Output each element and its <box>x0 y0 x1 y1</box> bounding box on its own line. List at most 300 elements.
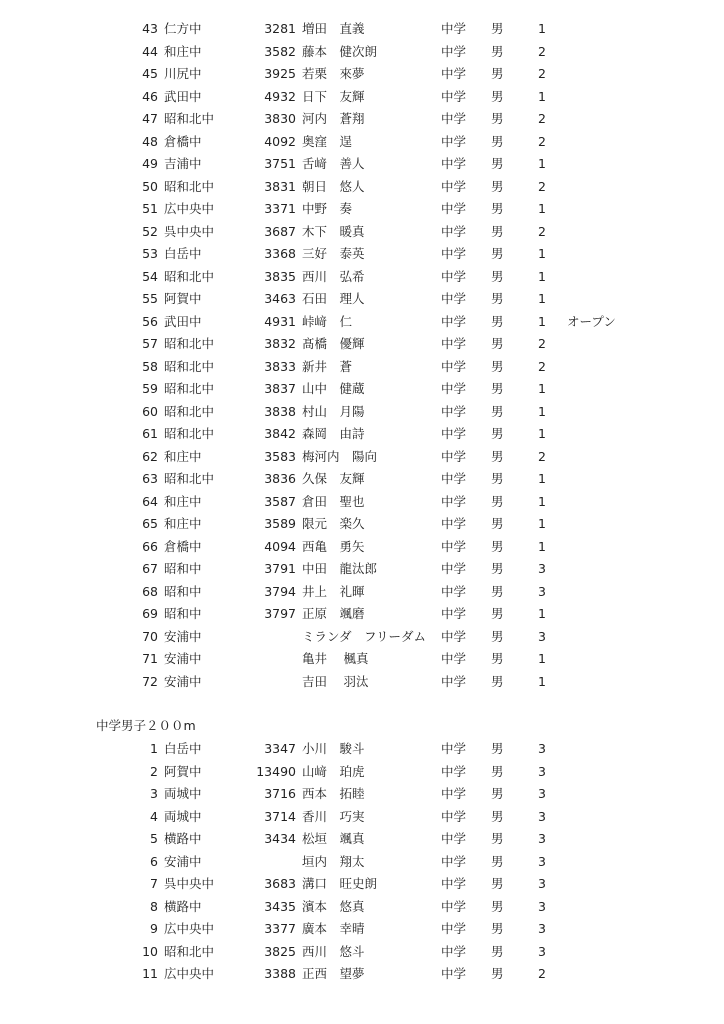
school-cell: 昭和北中 <box>164 943 215 959</box>
table-row <box>0 468 724 490</box>
table-row <box>0 671 724 693</box>
sex-cell: 男 <box>491 561 504 576</box>
sex-cell: 男 <box>491 66 504 81</box>
school-cell: 昭和北中 <box>164 358 215 374</box>
category-cell: 中学 <box>441 516 467 531</box>
grade-cell: 1 <box>538 246 546 261</box>
athlete-name-cell: 廣本 幸晴 <box>302 921 365 936</box>
athlete-name-cell: 日下 友輝 <box>302 88 365 104</box>
grade-cell: 3 <box>538 943 546 959</box>
school-cell: 昭和北中 <box>164 336 215 351</box>
school-cell: 川尻中 <box>164 66 202 81</box>
sex-cell: 男 <box>491 246 504 261</box>
school-cell: 安浦中 <box>164 853 202 869</box>
category-cell: 中学 <box>441 808 467 824</box>
number-cell: 3388 <box>264 966 296 981</box>
table-row <box>0 783 724 805</box>
sex-cell: 男 <box>491 223 504 239</box>
rank-cell: 11 <box>142 966 158 981</box>
rank-cell: 43 <box>142 21 158 36</box>
school-cell: 安浦中 <box>164 651 202 666</box>
school-cell: 横路中 <box>164 831 202 846</box>
grade-cell: 1 <box>538 538 546 554</box>
category-cell: 中学 <box>441 538 467 554</box>
category-cell: 中学 <box>441 21 467 36</box>
table-row <box>0 221 724 243</box>
sex-cell: 男 <box>491 313 504 329</box>
grade-cell: 1 <box>538 516 546 531</box>
school-cell: 昭和北中 <box>164 178 215 194</box>
rank-cell: 68 <box>142 583 158 599</box>
number-cell: 3435 <box>264 898 296 914</box>
category-cell: 中学 <box>441 358 467 374</box>
sex-cell: 男 <box>491 516 504 531</box>
school-cell: 昭和北中 <box>164 471 215 486</box>
athlete-name-cell: 木下 暖真 <box>302 223 365 239</box>
school-cell: 和庄中 <box>164 516 202 531</box>
rank-cell: 62 <box>142 448 158 464</box>
category-cell: 中学 <box>441 268 467 284</box>
table-row <box>0 176 724 198</box>
table-row <box>0 941 724 963</box>
school-cell: 阿賀中 <box>164 763 202 779</box>
sex-cell: 男 <box>491 763 504 779</box>
table-row <box>0 896 724 918</box>
sex-cell: 男 <box>491 606 504 621</box>
school-cell: 和庄中 <box>164 493 202 509</box>
category-cell: 中学 <box>441 133 467 149</box>
school-cell: 横路中 <box>164 898 202 914</box>
category-cell: 中学 <box>441 831 467 846</box>
rank-cell: 5 <box>150 831 158 846</box>
athlete-name-cell: 河内 蒼翔 <box>302 111 365 126</box>
athlete-name-cell: 小川 駿斗 <box>302 741 365 756</box>
sex-cell: 男 <box>491 583 504 599</box>
school-cell: 白岳中 <box>164 246 202 261</box>
sex-cell: 男 <box>491 448 504 464</box>
category-cell: 中学 <box>441 313 467 329</box>
grade-cell: 3 <box>538 921 546 936</box>
number-cell: 3463 <box>264 291 296 306</box>
category-cell: 中学 <box>441 741 467 756</box>
number-cell: 3825 <box>264 943 296 959</box>
rank-cell: 6 <box>150 853 158 869</box>
category-cell: 中学 <box>441 403 467 419</box>
table-row <box>0 401 724 423</box>
athlete-name-cell: 倉田 聖也 <box>302 493 365 509</box>
category-cell: 中学 <box>441 943 467 959</box>
school-cell: 白岳中 <box>164 741 202 756</box>
number-cell: 3368 <box>264 246 296 261</box>
table-row <box>0 153 724 175</box>
number-cell: 13490 <box>256 763 296 779</box>
table-row <box>0 333 724 355</box>
table-row <box>0 63 724 85</box>
category-cell: 中学 <box>441 201 467 216</box>
athlete-name-cell: 増田 直義 <box>302 21 365 36</box>
school-cell: 阿賀中 <box>164 291 202 306</box>
sex-cell: 男 <box>491 201 504 216</box>
rank-cell: 53 <box>142 246 158 261</box>
grade-cell: 1 <box>538 381 546 396</box>
grade-cell: 1 <box>538 268 546 284</box>
table-row <box>0 108 724 130</box>
sex-cell: 男 <box>491 381 504 396</box>
category-cell: 中学 <box>441 651 467 666</box>
table-row <box>0 198 724 220</box>
grade-cell: 3 <box>538 561 546 576</box>
rank-cell: 51 <box>142 201 158 216</box>
school-cell: 安浦中 <box>164 673 202 689</box>
sex-cell: 男 <box>491 651 504 666</box>
table-row <box>0 828 724 850</box>
rank-cell: 65 <box>142 516 158 531</box>
grade-cell: 1 <box>538 471 546 486</box>
category-cell: 中学 <box>441 223 467 239</box>
grade-cell: 2 <box>538 66 546 81</box>
number-cell: 3714 <box>264 808 296 824</box>
rank-cell: 55 <box>142 291 158 306</box>
category-cell: 中学 <box>441 291 467 306</box>
school-cell: 武田中 <box>164 313 202 329</box>
grade-cell: 2 <box>538 111 546 126</box>
rank-cell: 59 <box>142 381 158 396</box>
athlete-name-cell: 西川 弘希 <box>302 268 365 284</box>
table-row <box>0 873 724 895</box>
athlete-name-cell: 正原 颯磨 <box>302 606 365 621</box>
category-cell: 中学 <box>441 876 467 891</box>
number-cell: 3837 <box>264 381 296 396</box>
grade-cell: 1 <box>538 291 546 306</box>
number-cell: 4092 <box>264 133 296 149</box>
sex-cell: 男 <box>491 943 504 959</box>
athlete-name-cell: 溝口 旺史朗 <box>302 876 378 891</box>
category-cell: 中学 <box>441 88 467 104</box>
table-row <box>0 581 724 603</box>
number-cell: 3371 <box>264 201 296 216</box>
category-cell: 中学 <box>441 471 467 486</box>
number-cell: 3583 <box>264 448 296 464</box>
number-cell: 3716 <box>264 786 296 801</box>
rank-cell: 58 <box>142 358 158 374</box>
number-cell: 3751 <box>264 156 296 171</box>
sex-cell: 男 <box>491 831 504 846</box>
sex-cell: 男 <box>491 921 504 936</box>
school-cell: 倉橋中 <box>164 538 202 554</box>
athlete-name-cell: 限元 楽久 <box>302 516 365 531</box>
number-cell: 4094 <box>264 538 296 554</box>
athlete-name-cell: 中田 龍汰郎 <box>302 561 378 576</box>
school-cell: 昭和北中 <box>164 111 215 126</box>
number-cell: 3687 <box>264 223 296 239</box>
sex-cell: 男 <box>491 966 504 981</box>
sex-cell: 男 <box>491 741 504 756</box>
sex-cell: 男 <box>491 471 504 486</box>
table-row <box>0 626 724 648</box>
table-row <box>0 423 724 445</box>
number-cell: 3925 <box>264 66 296 81</box>
grade-cell: 3 <box>538 741 546 756</box>
rank-cell: 54 <box>142 268 158 284</box>
rank-cell: 60 <box>142 403 158 419</box>
school-cell: 倉橋中 <box>164 133 202 149</box>
table-row <box>0 536 724 558</box>
sex-cell: 男 <box>491 88 504 104</box>
athlete-name-cell: 新井 蒼 <box>302 358 353 374</box>
table-row <box>0 86 724 108</box>
number-cell: 3377 <box>264 921 296 936</box>
school-cell: 両城中 <box>164 808 202 824</box>
school-cell: 昭和北中 <box>164 403 215 419</box>
grade-cell: 2 <box>538 223 546 239</box>
category-cell: 中学 <box>441 66 467 81</box>
school-cell: 和庄中 <box>164 43 202 59</box>
grade-cell: 3 <box>538 763 546 779</box>
sex-cell: 男 <box>491 876 504 891</box>
athlete-name-cell: 藤本 健次朗 <box>302 43 378 59</box>
category-cell: 中学 <box>441 673 467 689</box>
number-cell: 3832 <box>264 336 296 351</box>
athlete-name-cell: 山中 健蔵 <box>302 381 365 396</box>
section-title-200m: 中学男子２００m <box>96 718 196 733</box>
table-row <box>0 738 724 760</box>
table-row <box>0 603 724 625</box>
athlete-name-cell: 松垣 颯真 <box>302 831 365 846</box>
school-cell: 昭和北中 <box>164 268 215 284</box>
grade-cell: 2 <box>538 966 546 981</box>
athlete-name-cell: 村山 月陽 <box>302 403 365 419</box>
sex-cell: 男 <box>491 898 504 914</box>
table-row <box>0 648 724 670</box>
rank-cell: 1 <box>150 741 158 756</box>
category-cell: 中学 <box>441 336 467 351</box>
number-cell: 3830 <box>264 111 296 126</box>
sex-cell: 男 <box>491 628 504 644</box>
grade-cell: 1 <box>538 426 546 441</box>
rank-cell: 69 <box>142 606 158 621</box>
table-row <box>0 378 724 400</box>
sex-cell: 男 <box>491 156 504 171</box>
sex-cell: 男 <box>491 291 504 306</box>
number-cell: 3831 <box>264 178 296 194</box>
school-cell: 昭和北中 <box>164 426 215 441</box>
athlete-name-cell: 三好 泰英 <box>302 246 365 261</box>
athlete-name-cell: 舌﨑 善人 <box>302 156 365 171</box>
rank-cell: 64 <box>142 493 158 509</box>
athlete-name-cell: 峠﨑 仁 <box>302 313 353 329</box>
sex-cell: 男 <box>491 808 504 824</box>
number-cell: 3683 <box>264 876 296 891</box>
grade-cell: 1 <box>538 673 546 689</box>
category-cell: 中学 <box>441 561 467 576</box>
category-cell: 中学 <box>441 583 467 599</box>
rank-cell: 57 <box>142 336 158 351</box>
table-row <box>0 513 724 535</box>
sex-cell: 男 <box>491 178 504 194</box>
grade-cell: 3 <box>538 853 546 869</box>
number-cell: 3347 <box>264 741 296 756</box>
grade-cell: 1 <box>538 651 546 666</box>
category-cell: 中学 <box>441 786 467 801</box>
grade-cell: 1 <box>538 156 546 171</box>
athlete-name-cell: 垣内 翔太 <box>302 853 365 869</box>
athlete-name-cell: 中野 奏 <box>302 201 353 216</box>
table-row <box>0 761 724 783</box>
category-cell: 中学 <box>441 763 467 779</box>
grade-cell: 1 <box>538 21 546 36</box>
rank-cell: 48 <box>142 133 158 149</box>
table-row <box>0 851 724 873</box>
sex-cell: 男 <box>491 426 504 441</box>
category-cell: 中学 <box>441 966 467 981</box>
table-row <box>0 18 724 40</box>
grade-cell: 2 <box>538 43 546 59</box>
grade-cell: 2 <box>538 336 546 351</box>
athlete-name-cell: 井上 礼暉 <box>302 583 365 599</box>
school-cell: 呉中央中 <box>164 223 215 239</box>
grade-cell: 1 <box>538 201 546 216</box>
note-cell: オープン <box>567 313 616 329</box>
grade-cell: 1 <box>538 88 546 104</box>
grade-cell: 3 <box>538 808 546 824</box>
rank-cell: 50 <box>142 178 158 194</box>
rank-cell: 8 <box>150 898 158 914</box>
athlete-name-cell: 西亀 勇矢 <box>302 538 365 554</box>
grade-cell: 2 <box>538 133 546 149</box>
rank-cell: 44 <box>142 43 158 59</box>
grade-cell: 3 <box>538 898 546 914</box>
number-cell: 3797 <box>264 606 296 621</box>
sex-cell: 男 <box>491 21 504 36</box>
sex-cell: 男 <box>491 403 504 419</box>
rank-cell: 63 <box>142 471 158 486</box>
athlete-name-cell: 若栗 來夢 <box>302 66 365 81</box>
category-cell: 中学 <box>441 156 467 171</box>
school-cell: 和庄中 <box>164 448 202 464</box>
table-row <box>0 243 724 265</box>
sex-cell: 男 <box>491 538 504 554</box>
grade-cell: 2 <box>538 178 546 194</box>
rank-cell: 4 <box>150 808 158 824</box>
grade-cell: 3 <box>538 876 546 891</box>
rank-cell: 45 <box>142 66 158 81</box>
rank-cell: 61 <box>142 426 158 441</box>
athlete-name-cell: 梅河内 陽向 <box>302 448 378 464</box>
number-cell: 3835 <box>264 268 296 284</box>
school-cell: 広中央中 <box>164 966 215 981</box>
school-cell: 広中央中 <box>164 921 215 936</box>
school-cell: 吉浦中 <box>164 156 202 171</box>
school-cell: 昭和中 <box>164 583 202 599</box>
athlete-name-cell: 髙橋 優輝 <box>302 336 365 351</box>
athlete-name-cell: 香川 巧実 <box>302 808 365 824</box>
rank-cell: 52 <box>142 223 158 239</box>
grade-cell: 3 <box>538 786 546 801</box>
school-cell: 仁方中 <box>164 21 202 36</box>
number-cell: 3842 <box>264 426 296 441</box>
sex-cell: 男 <box>491 493 504 509</box>
school-cell: 安浦中 <box>164 628 202 644</box>
rank-cell: 9 <box>150 921 158 936</box>
sex-cell: 男 <box>491 133 504 149</box>
athlete-name-cell: 亀井 楓真 <box>302 651 369 666</box>
sex-cell: 男 <box>491 268 504 284</box>
grade-cell: 3 <box>538 583 546 599</box>
number-cell: 3281 <box>264 21 296 36</box>
school-cell: 昭和中 <box>164 561 202 576</box>
category-cell: 中学 <box>441 381 467 396</box>
number-cell: 3791 <box>264 561 296 576</box>
rank-cell: 10 <box>142 943 158 959</box>
table-row <box>0 288 724 310</box>
school-cell: 呉中央中 <box>164 876 215 891</box>
school-cell: 昭和北中 <box>164 381 215 396</box>
sex-cell: 男 <box>491 786 504 801</box>
table-row <box>0 806 724 828</box>
table-row <box>0 41 724 63</box>
category-cell: 中学 <box>441 178 467 194</box>
athlete-name-cell: 西本 拓睦 <box>302 786 365 801</box>
category-cell: 中学 <box>441 853 467 869</box>
grade-cell: 1 <box>538 403 546 419</box>
table-row <box>0 446 724 468</box>
number-cell: 3434 <box>264 831 296 846</box>
category-cell: 中学 <box>441 111 467 126</box>
number-cell: 3836 <box>264 471 296 486</box>
category-cell: 中学 <box>441 448 467 464</box>
number-cell: 3833 <box>264 358 296 374</box>
grade-cell: 3 <box>538 831 546 846</box>
grade-cell: 2 <box>538 448 546 464</box>
school-cell: 広中央中 <box>164 201 215 216</box>
category-cell: 中学 <box>441 43 467 59</box>
rank-cell: 49 <box>142 156 158 171</box>
number-cell: 3587 <box>264 493 296 509</box>
table-row <box>0 131 724 153</box>
sex-cell: 男 <box>491 336 504 351</box>
category-cell: 中学 <box>441 426 467 441</box>
category-cell: 中学 <box>441 628 467 644</box>
rank-cell: 66 <box>142 538 158 554</box>
category-cell: 中学 <box>441 493 467 509</box>
sex-cell: 男 <box>491 43 504 59</box>
grade-cell: 1 <box>538 606 546 621</box>
rank-cell: 46 <box>142 88 158 104</box>
grade-cell: 3 <box>538 628 546 644</box>
sex-cell: 男 <box>491 358 504 374</box>
sex-cell: 男 <box>491 111 504 126</box>
table-row <box>0 266 724 288</box>
school-cell: 両城中 <box>164 786 202 801</box>
rank-cell: 72 <box>142 673 158 689</box>
rank-cell: 7 <box>150 876 158 891</box>
table-row <box>0 311 724 333</box>
number-cell: 3794 <box>264 583 296 599</box>
rank-cell: 70 <box>142 628 158 644</box>
grade-cell: 2 <box>538 358 546 374</box>
athlete-name-cell: 山﨑 珀虎 <box>302 763 365 779</box>
number-cell: 4931 <box>264 313 296 329</box>
rank-cell: 2 <box>150 763 158 779</box>
number-cell: 3582 <box>264 43 296 59</box>
category-cell: 中学 <box>441 606 467 621</box>
table-row <box>0 491 724 513</box>
school-cell: 昭和中 <box>164 606 202 621</box>
rank-cell: 47 <box>142 111 158 126</box>
athlete-name-cell: 石田 理人 <box>302 291 365 306</box>
athlete-name-cell: 久保 友輝 <box>302 471 365 486</box>
athlete-name-cell: 濱本 悠真 <box>302 898 365 914</box>
